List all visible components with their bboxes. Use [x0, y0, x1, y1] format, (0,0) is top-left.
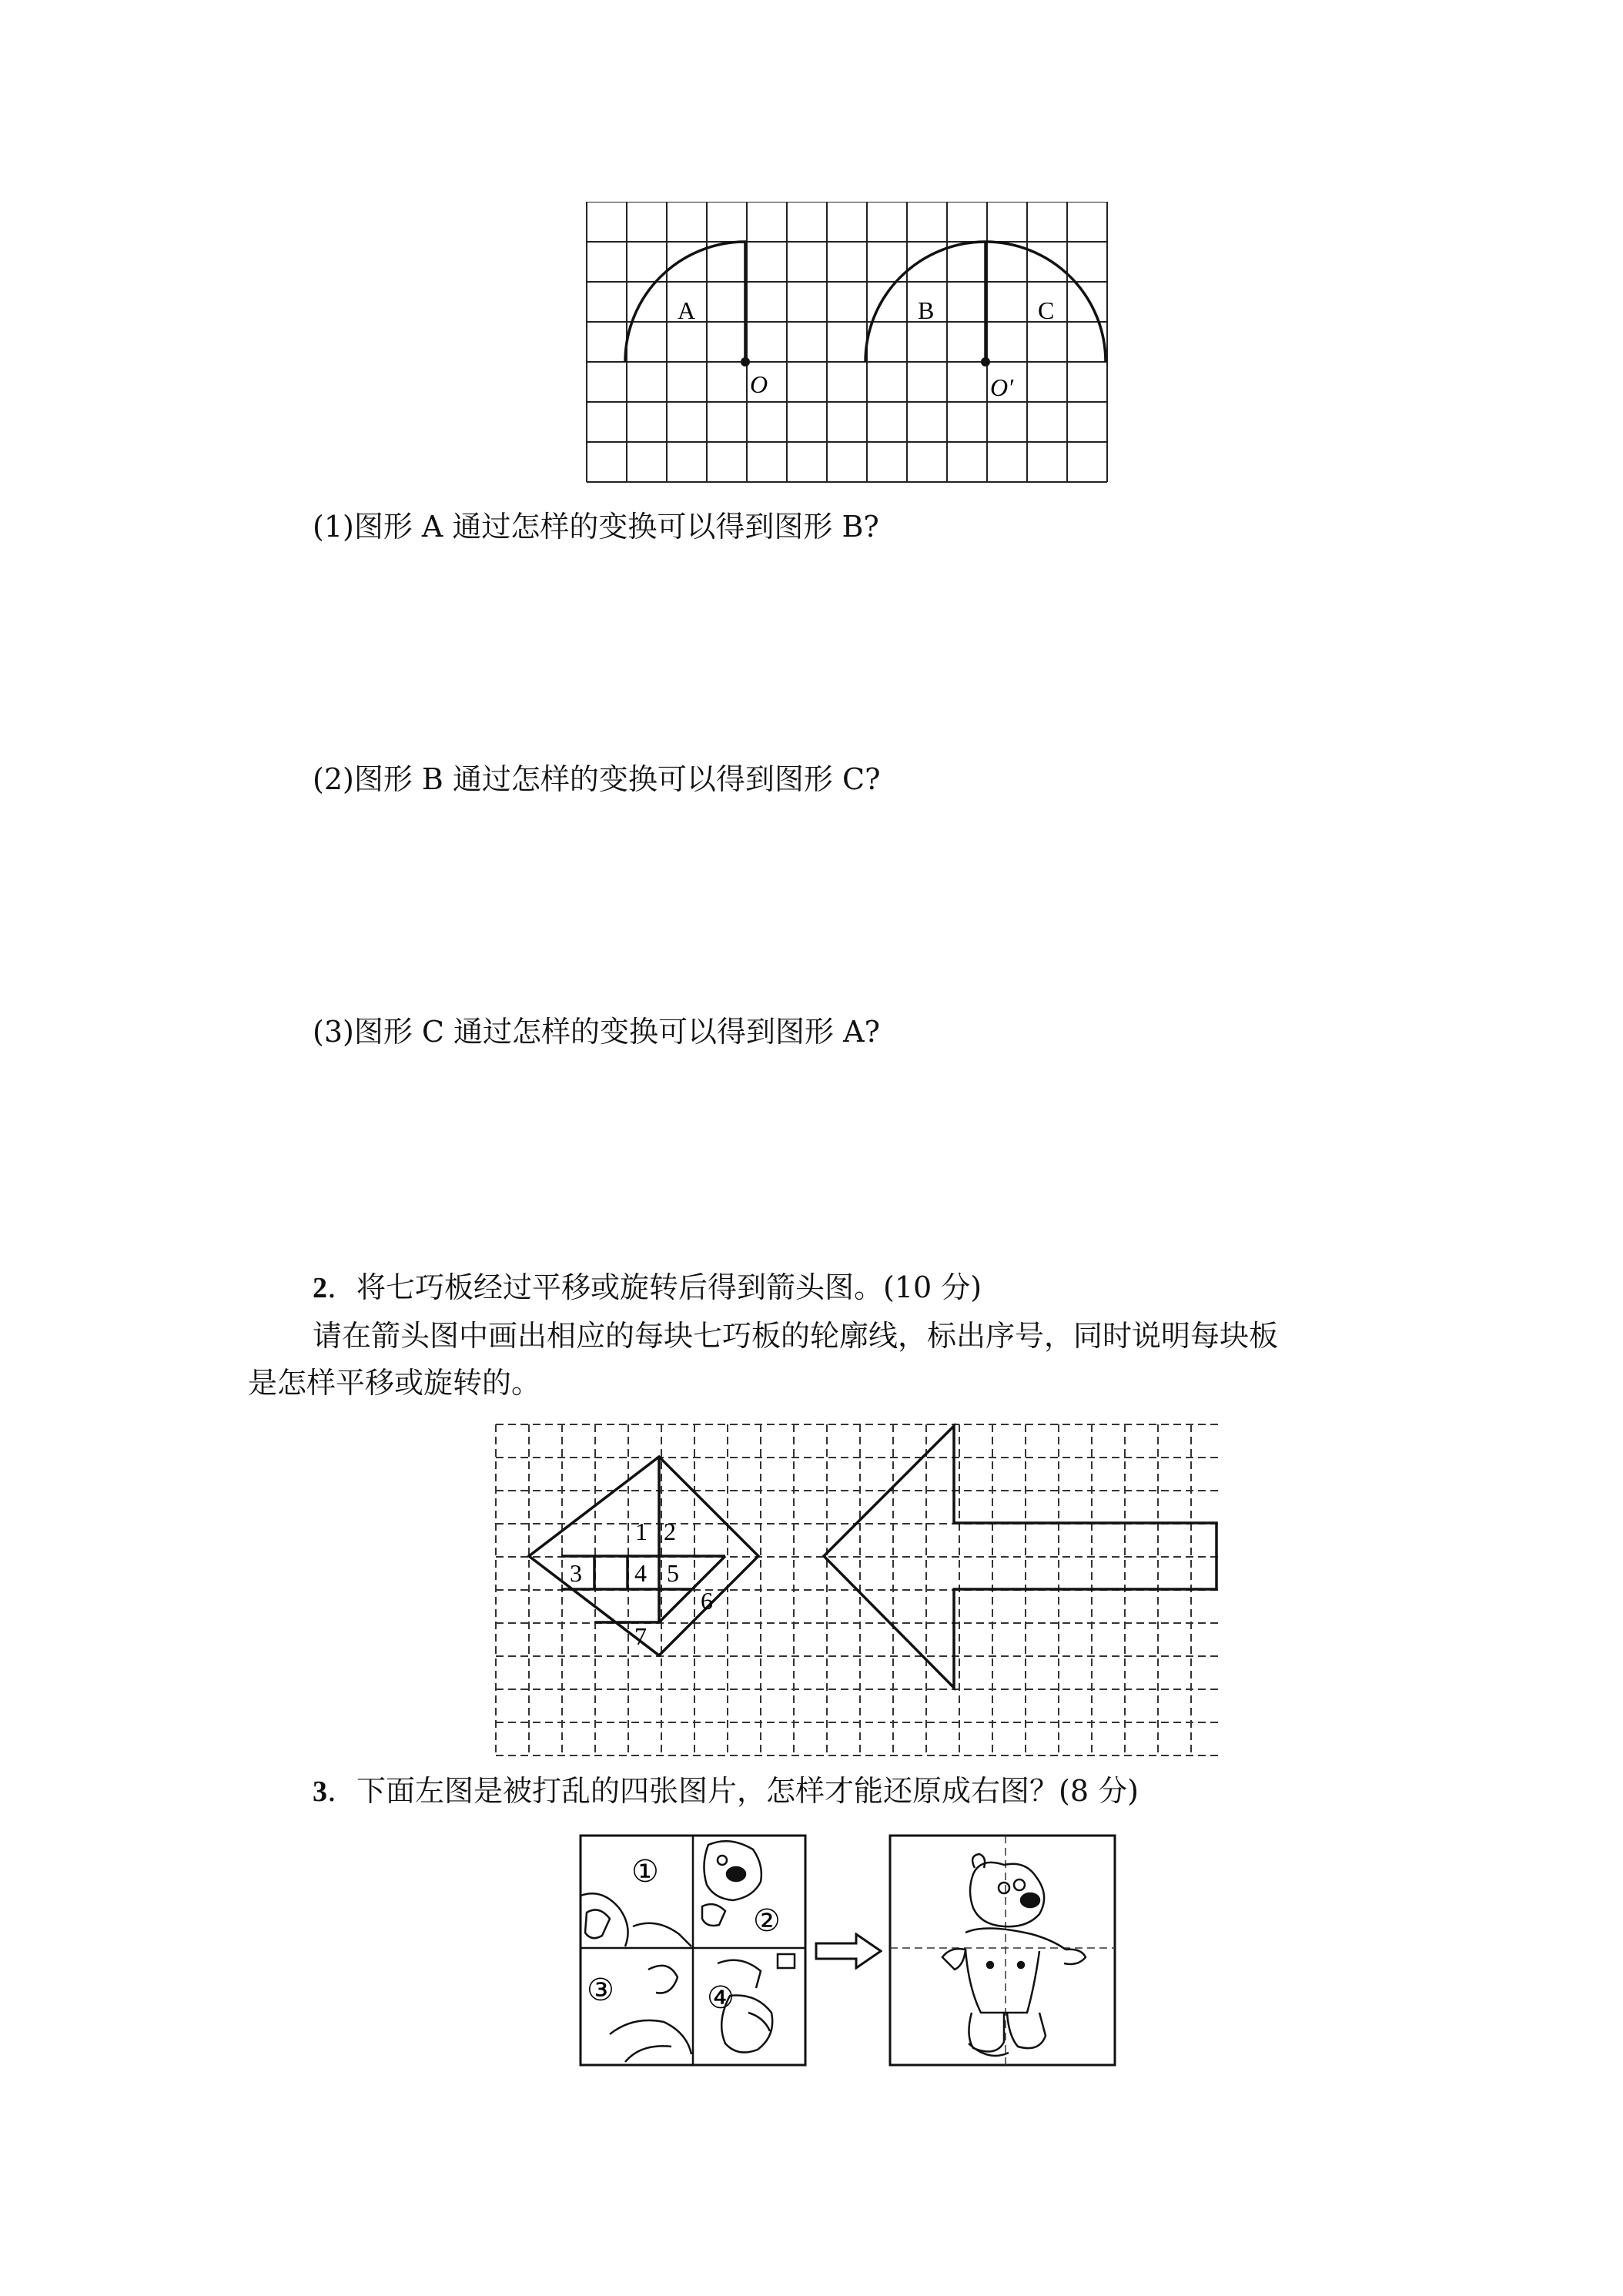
question-2-number: 2 — [313, 1272, 327, 1304]
question-2-body-line1: 请在箭头图中画出相应的每块七巧板的轮廓线，标出序号，同时说明每块板 — [313, 1319, 1279, 1353]
question-3-number: 3 — [313, 1776, 327, 1808]
transformation-grid-figure — [585, 202, 1109, 494]
transform-arrow-icon — [815, 1933, 882, 1970]
label-o-prime: O′ — [990, 373, 1014, 401]
question-2-body-line2: 是怎样平移或旋转的。 — [248, 1366, 541, 1400]
piece-label-5: 5 — [667, 1559, 679, 1587]
piece-label-6: 6 — [701, 1587, 713, 1615]
question-1-sub3: (3)图形 C 通过怎样的变换可以得到图形 A? — [313, 1015, 880, 1049]
question-1-sub2: (2)图形 B 通过怎样的变换可以得到图形 C? — [313, 762, 881, 796]
tangram-arrow-figure — [493, 1417, 1224, 1763]
point-o-prime — [981, 357, 990, 366]
label-b: B — [918, 296, 935, 324]
scrambled-picture — [579, 1834, 807, 2067]
grid-lines — [587, 202, 1107, 482]
question-3-heading — [313, 1772, 1139, 1810]
piece-label-4: 4 — [634, 1559, 647, 1587]
tile-label-1: ① — [631, 1854, 659, 1889]
label-c: C — [1038, 296, 1055, 324]
question-2-heading — [313, 1269, 982, 1307]
tile-label-3: ③ — [587, 1973, 614, 2007]
piece-label-1: 1 — [635, 1518, 648, 1545]
question-1-sub1: (1)图形 A 通过怎样的变换可以得到图形 B? — [313, 510, 879, 544]
question-3-title: ．下面左图是被打乱的四张图片，怎样才能还原成右图？(8 分) — [327, 1774, 1139, 1808]
tile-label-4: ④ — [707, 1980, 735, 2015]
tile-label-2: ② — [753, 1903, 781, 1938]
piece-label-3: 3 — [570, 1559, 582, 1587]
piece-label-2: 2 — [664, 1518, 676, 1545]
label-a: A — [678, 296, 696, 324]
label-o: O — [750, 370, 768, 398]
question-2-title: ．将七巧板经过平移或旋转后得到箭头图。(10 分) — [327, 1270, 982, 1304]
restored-picture — [888, 1834, 1116, 2067]
point-o — [741, 357, 750, 366]
piece-label-7: 7 — [634, 1622, 647, 1650]
